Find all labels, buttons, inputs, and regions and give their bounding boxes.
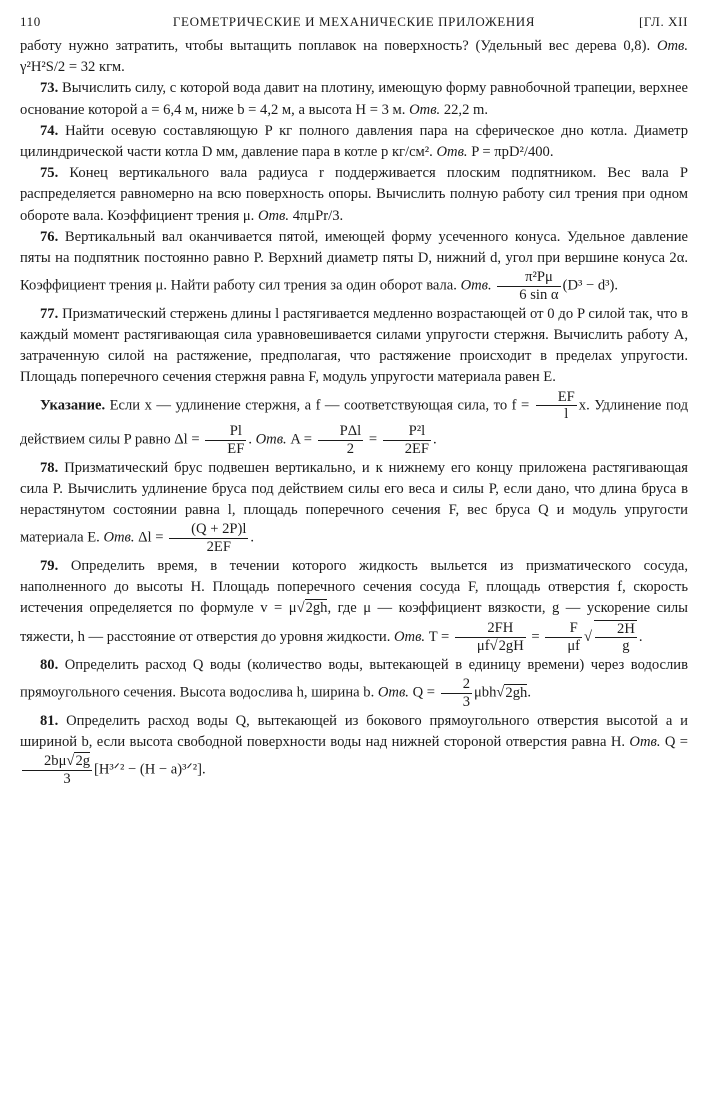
answer-fraction	[169, 521, 248, 556]
problem-number: 76.	[40, 228, 59, 245]
problem-answer: 4πμPr/3.	[292, 207, 344, 224]
answer-label: Отв.	[629, 734, 661, 751]
problem-number: 75.	[40, 165, 59, 182]
problem-text: , где μ — коэффициент вязкости, g — ускорение силы тяжести, h — расстояние от отверстия до уровня жидкости.	[20, 600, 688, 645]
fraction-denominator: μf√2gH	[455, 637, 526, 655]
denominator-prefix: μf	[476, 637, 490, 654]
answer-label: Отв.	[460, 277, 492, 294]
hint-fraction-dl	[205, 423, 246, 458]
answer-equals: =	[531, 628, 540, 645]
problem-number: 79.	[40, 557, 59, 574]
problem-text: Конец вертикального вала радиуса r поддерживается плоским подпятником. Вес вала P распределяется равномерно на всю поверхность опоры. Вычислить полную работу сил трения при одном обороте вала. Коэффициент трения μ.	[20, 165, 688, 224]
problem-81	[20, 711, 688, 788]
answer-label: Отв.	[103, 529, 135, 546]
fraction-denominator: 2	[318, 440, 364, 458]
fraction-numerator: F	[569, 620, 578, 637]
problem-text: Призматический брус подвешен вертикально, и к нижнему его концу приложена растягивающая сила P. Вычислить удлинение бруса под действием силы его веса и силы P, если дано, что длина бруса в нерастянутом состоянии равна l, площадь поперечного сечения F, вес бруса Q и модуль упругости материала E.	[20, 459, 688, 546]
fraction-numerator: (Q + 2P)l	[191, 521, 247, 538]
fraction-denominator: 3	[22, 770, 92, 788]
numerator-prefix: 2bμ	[44, 753, 67, 770]
fraction-numerator: 2	[462, 676, 470, 693]
fraction-denominator: 3	[441, 693, 472, 711]
answer-label: Отв.	[377, 684, 409, 701]
answer-tail: [H³ᐟ² − (H − a)³ᐟ²].	[94, 761, 206, 778]
answer-label: Отв.	[394, 628, 426, 645]
problem-79: 79. Определить время, в течении которого жидкость выльется из призматического сосуда, наполненного до высоты H. Площадь поперечного сечения сосуда F, площадь отверстия f, скорость истечения определяется по формуле v = μ√2gh, где μ — коэффициент вязкости, g — ускорение силы тяжести, h — расстояние от отверстия до уровня жидкости. Отв. T = $\frac{2FH}{\mu f√2gH}$ = $\frac{F}{\mu f}$ √ $\frac{2H}{g}$ .	[20, 557, 688, 655]
fraction-denominator: 2EF	[169, 538, 248, 556]
fraction-denominator: EF	[205, 440, 246, 458]
fraction-numerator: π²Pμ	[525, 269, 553, 286]
fraction-denominator: l	[536, 405, 577, 423]
fraction-numerator: 2bμ√2g	[44, 753, 91, 770]
problem-number: 77.	[40, 305, 59, 322]
fraction-numerator: 2H	[617, 620, 635, 637]
problem-answer: 22,2 m.	[443, 101, 489, 118]
answer-lhs: T =	[428, 628, 450, 645]
fraction-denominator: μf	[545, 637, 582, 655]
answer-lhs: Q =	[412, 684, 436, 701]
problem-78: 78. Призматический брус подвешен вертикально, и к нижнему его концу приложена растягивающая сила P. Вычислить удлинение бруса под действием силы его веса и силы P, если дано, что длина бруса в нерастянутом состоянии равна l, площадь поперечного сечения F, вес бруса Q и модуль упругости материала E. Отв. Δl = $\frac{(Q + 2P)l}{2EF}$ .	[20, 459, 688, 556]
problem-76	[20, 227, 688, 304]
sqrt-radicand: 2g	[75, 753, 91, 770]
chapter-label: [ГЛ. XII	[638, 14, 688, 29]
intro-paragraph	[20, 36, 688, 78]
problem-73	[20, 78, 688, 120]
problem-75	[20, 163, 688, 227]
answer-fraction-1	[318, 423, 364, 458]
answer-tail: μbh	[473, 684, 497, 701]
answer-lhs: Δl =	[138, 529, 164, 546]
hint-fraction-f	[536, 389, 577, 424]
problem-number: 80.	[40, 657, 59, 674]
answer-label: Отв.	[255, 431, 287, 448]
answer-lhs: A =	[290, 431, 312, 448]
answer-tail: (D³ − d³).	[562, 277, 619, 294]
problem-number: 74.	[40, 122, 59, 139]
page-body	[20, 36, 688, 788]
fraction-denominator: 6 sin α	[497, 286, 560, 304]
fraction-numerator: PΔl	[339, 423, 362, 440]
page-number: 110	[20, 14, 41, 29]
answer-label: Отв.	[409, 101, 441, 118]
problem-text: Определить расход Q воды (количество воды, вытекающей в единицу времени) через водослив прямоугольного сечения. Высота водослива h, ширина b.	[20, 657, 688, 701]
answer-fraction	[441, 676, 472, 711]
running-title: ГЕОМЕТРИЧЕСКИЕ И МЕХАНИЧЕСКИЕ ПРИЛОЖЕНИЯ	[172, 14, 536, 29]
fraction-denominator: g	[595, 637, 637, 655]
problem-text: Вычислить силу, с которой вода давит на плотину, имеющую форму равнобочной трапеции, верхнее основание которой a = 6,4 м, ниже b = 4,2 м, а высота H = 3 м.	[20, 80, 688, 118]
fraction-numerator: 2FH	[487, 620, 514, 637]
problem-74	[20, 121, 688, 163]
fraction-numerator: Pl	[229, 423, 242, 440]
book-page	[20, 14, 688, 788]
answer-label: Отв.	[257, 207, 290, 224]
answer-fraction	[22, 753, 92, 788]
answer-label: Отв.	[436, 144, 468, 161]
hint-text: x. Удлинение под действием силы P равно Δl =	[20, 397, 688, 448]
fraction-numerator: EF	[557, 388, 575, 405]
problem-number: 78.	[40, 459, 59, 476]
answer-equals: =	[368, 431, 378, 448]
answer-fraction-2	[383, 423, 431, 458]
answer-fraction-2	[545, 620, 582, 655]
problem-text: Определить расход воды Q, вытекающей из бокового прямоугольного отверстия высотой a и шириной b, если высота свободной поверхности воды над нижней стороной отверстия равна H.	[20, 712, 688, 751]
sqrt-fraction	[594, 620, 637, 656]
answer-label: Отв.	[656, 38, 689, 54]
intro-text: работу нужно затратить, чтобы вытащить поплавок на поверхность? (Удельный вес дерева 0,8).	[20, 38, 651, 54]
problem-answer: P = πpD²/400.	[471, 144, 554, 161]
problem-77	[20, 304, 688, 389]
fraction-denominator: 2EF	[383, 440, 431, 458]
page-header	[20, 14, 688, 36]
problem-number: 81.	[40, 712, 59, 729]
problem-77-hint: Указание. Если x — удлинение стержня, а f — соответствующая сила, то f = $\frac{EF}{l}$ x. Удлинение под действием силы P равно Δl = $\frac{Pl}{EF}$ . Отв. A = $\frac{\text{PΔl}}{2}$ = $\frac{\text{P²l}}{2EF}$ .	[20, 388, 688, 457]
problem-80: 80. Определить расход Q воды (количество воды, вытекающей в единицу времени) через водослив прямоугольного сечения. Высота водослива h, ширина b. Отв. Q = $\frac{2}{3}$ μbh√2gh.	[20, 657, 688, 711]
problem-text: Определить время, в течении которого жидкость выльется из призматического сосуда, наполненного до высоты H. Площадь поперечного сечения сосуда F, площадь отверстия f, скорость истечения определяется по формуле v = μ	[20, 557, 688, 617]
problem-text: Призматический стержень длины l растягивается медленно возрастающей от 0 до P силой так, что в каждый момент растягивающая сила уравновешивается силами упругости стержня. Вычислить работу A, затраченную силой на растяжение, предполагая, что растяжение происходит в пределах упругости. Площадь поперечного сечения стержня равна F, модуль упругости материала равен E.	[20, 305, 688, 386]
problem-text: Найти осевую составляющую P кг полного давления пара на сферическое дно котла. Диаметр цилиндрической части котла D мм, давление пара в котле p кг/см².	[20, 122, 688, 161]
sqrt-radicand: 2gh	[505, 684, 528, 701]
answer-fraction-1	[455, 620, 526, 655]
problem-number: 73.	[40, 80, 59, 97]
sqrt-radicand: 2gH	[498, 637, 524, 654]
sqrt-radicand: 2gh	[305, 600, 328, 617]
fraction-numerator: P²l	[408, 423, 426, 440]
hint-label: Указание.	[40, 397, 106, 414]
answer-fraction	[497, 269, 560, 304]
answer-lhs: Q =	[664, 734, 688, 751]
hint-text: Если x — удлинение стержня, а f — соответствующая сила, то f =	[109, 397, 530, 414]
intro-answer: γ²H²S/2 = 32 кгм.	[20, 59, 125, 76]
problem-text: Вертикальный вал оканчивается пятой, имеющей форму усеченного конуса. Удельное давление пяты на подпятник постоянно равно P. Верхний диаметр пяты D, нижний d, угол при вершине конуса 2α. Коэффициент трения μ. Найти работу сил трения за один оборот вала.	[20, 228, 689, 294]
